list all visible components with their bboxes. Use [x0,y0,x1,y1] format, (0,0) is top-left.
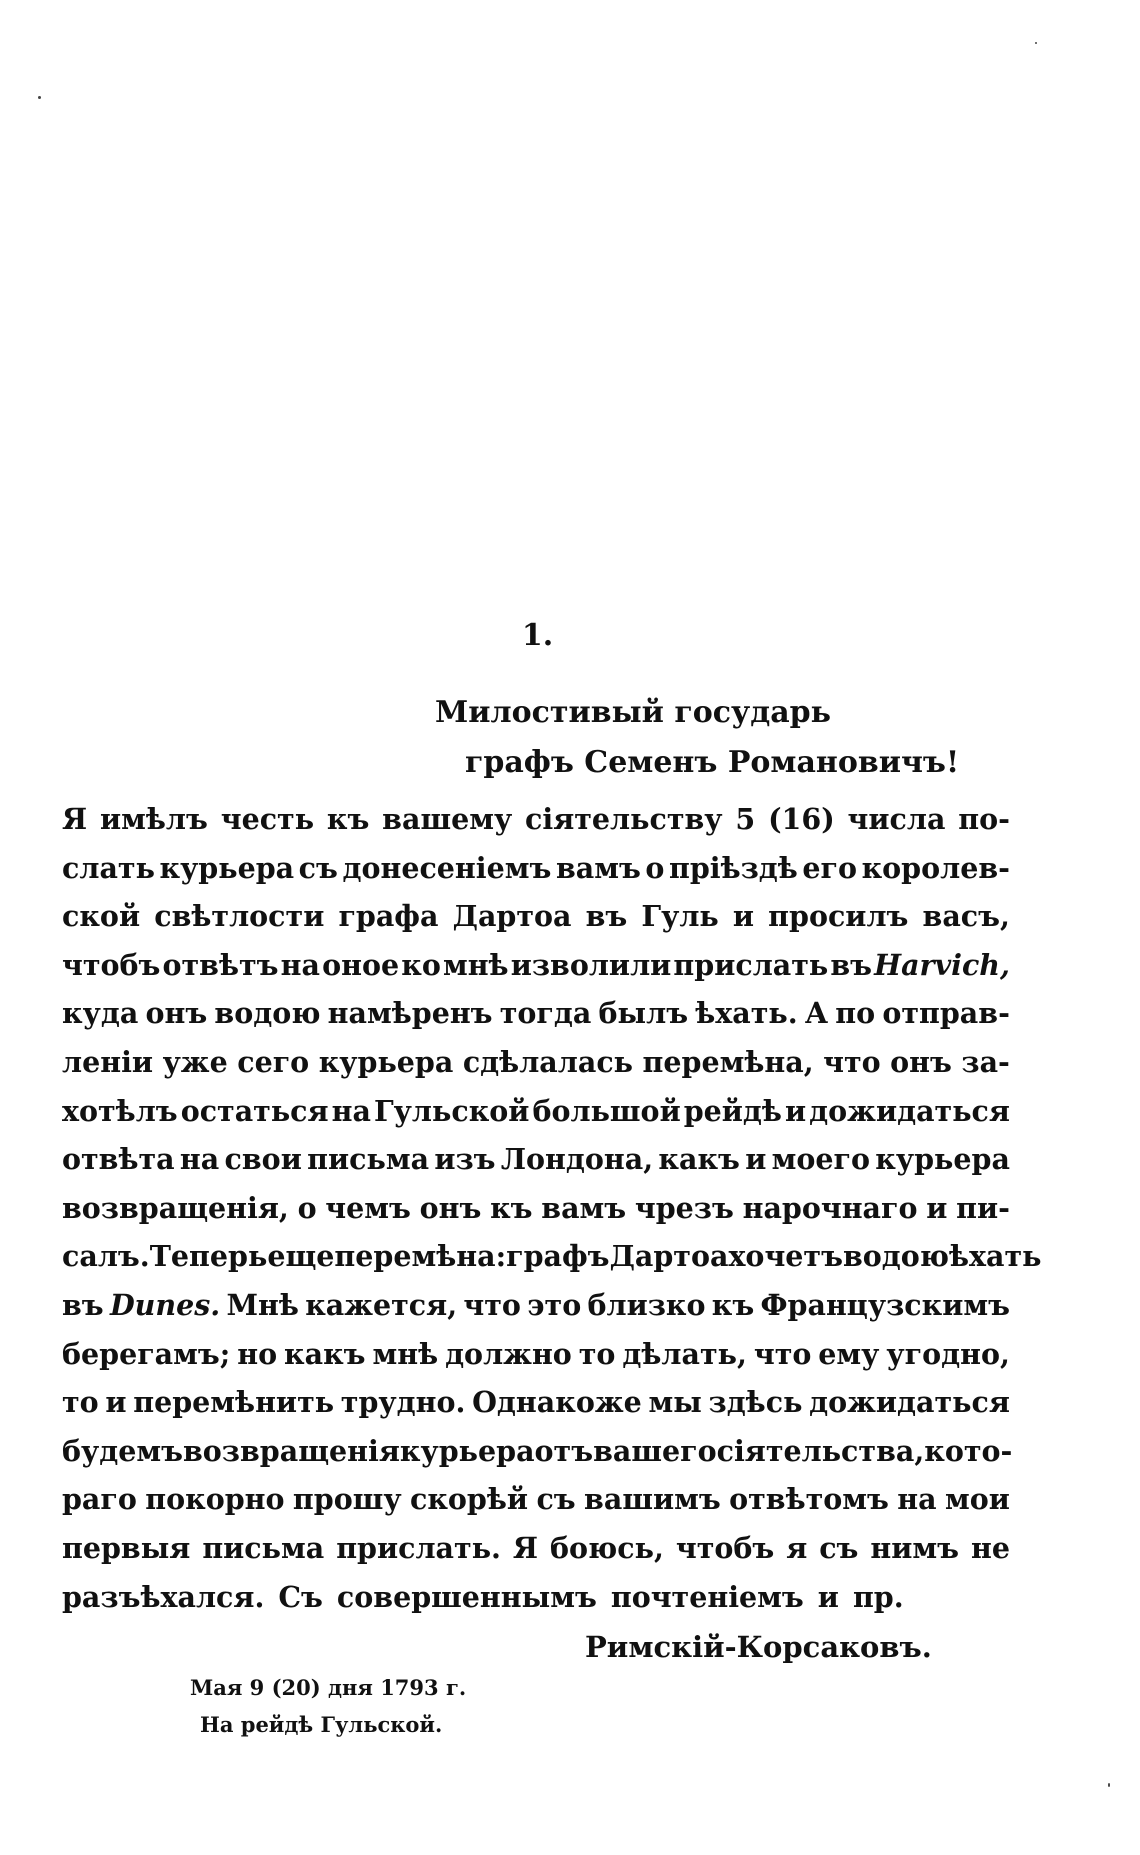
word: Съ [278,1579,323,1614]
word: скорѣй [409,1482,529,1517]
word: Я [62,802,88,836]
word: и [926,1190,948,1225]
word: нимъ [870,1530,959,1565]
date-line: Мая 9 (20) дня 1793 г. [190,1675,467,1700]
word: и [105,1385,127,1420]
word: изъ [434,1142,496,1177]
word: какъ [284,1336,366,1371]
word: курьера [399,1433,535,1468]
word: перемѣна: [334,1239,507,1274]
word: курьера [159,850,295,885]
word: мои [945,1482,1010,1517]
word: и [817,1579,839,1614]
place-line: На рейдѣ Гульской. [200,1712,443,1737]
word: письма [307,1142,430,1177]
word: здѣсь [708,1385,803,1420]
word: мнѣ [442,947,509,982]
word: возвращенія, [62,1190,289,1225]
text-line [62,1281,1010,1330]
word: большой [532,1093,681,1128]
word: это [527,1287,582,1322]
text-line [62,1524,1010,1573]
word: будемъ [62,1433,183,1468]
word: пи- [956,1190,1010,1225]
text-line [62,1330,1010,1379]
word: Однакоже [472,1385,642,1420]
word: но [237,1336,278,1371]
word: мы [648,1385,702,1420]
word: Дартоа [452,899,572,934]
word: былъ [598,996,689,1031]
word: къ [711,1287,755,1322]
word: хотѣлъ [62,1093,178,1128]
word: Dunes. [109,1287,221,1322]
word: водою [842,1239,949,1274]
word: дожидаться [809,1093,1010,1128]
word: тогда [499,996,592,1031]
word: Гуль [641,899,719,934]
word: чрезъ [634,1190,734,1225]
text-line [62,1573,1010,1622]
word: васъ, [922,899,1010,934]
word: возвращенія [183,1433,400,1468]
word: дѣлать, [622,1336,747,1371]
word: курьера [318,1044,454,1079]
word: что [823,1044,881,1079]
word: графа [338,899,439,934]
word: моего [771,1142,870,1177]
word: курьера [875,1142,1010,1177]
text-line [62,1135,1010,1184]
salutation-line-1: Милостивый государь [435,695,831,730]
word: числа [847,802,946,836]
word: 5 [735,802,756,836]
word: леніи [62,1044,154,1079]
word: (16) [768,802,835,836]
word: Французскимъ [760,1287,1010,1322]
text-line [62,989,1010,1038]
word: по [835,996,876,1031]
word: на [897,1482,937,1517]
word: первыя [62,1530,191,1565]
word: что [463,1287,521,1322]
word: на [179,1142,220,1177]
word: съ [819,1530,859,1565]
word: и [732,899,755,934]
word: пріѣздѣ [668,850,798,885]
word: берегамъ; [62,1336,231,1371]
word: чтобъ [675,1530,775,1565]
word: слать [62,850,155,885]
word: сего [237,1044,310,1079]
word: графъ [506,1239,610,1274]
word: куда [62,996,139,1031]
text-line [62,1232,1042,1281]
word: свои [224,1142,302,1177]
word: просилъ [768,899,909,934]
word: Лондона, [500,1142,654,1177]
word: еще [267,1239,335,1274]
word: вашему [382,802,513,836]
word: не [970,1530,1010,1565]
word: А [804,996,829,1031]
word: о [297,1190,317,1225]
text-line [62,892,1010,941]
word: вашимъ [584,1482,721,1517]
word: должно [445,1336,572,1371]
text-line [62,1427,1013,1476]
word: и [745,1142,767,1177]
word: чтобъ [62,947,161,982]
text-line [62,941,1010,990]
text-line [62,1184,1010,1233]
word: угодно, [886,1336,1010,1371]
word: вамъ [541,1190,627,1225]
word: кажется, [305,1287,458,1322]
page-speck [38,96,41,99]
word: остаться [180,1093,329,1128]
word: пр. [852,1579,904,1614]
word: въ [62,1287,104,1322]
word: совершеннымъ [336,1579,597,1614]
text-line [62,1475,1010,1524]
word: по- [958,802,1010,836]
word: изволили [510,947,672,982]
word: къ [326,802,370,836]
word: близко [587,1287,706,1322]
word: покорно [145,1482,285,1517]
word: Дартоа [609,1239,729,1274]
word: Я [512,1530,539,1565]
word: ко [401,947,441,982]
word: о [645,850,665,885]
word: на [280,947,320,982]
word: салъ.Теперь [62,1239,268,1274]
word: какъ [658,1142,740,1177]
word: сіятельству [525,802,723,836]
word: почтеніемъ [610,1579,804,1614]
word: сіятельства, [716,1433,925,1468]
word: донесеніемъ [342,850,552,885]
word: и [785,1093,807,1128]
letter-body [62,795,1042,1621]
letter-number: 1. [521,618,554,653]
word: рейдѣ [683,1093,782,1128]
word: кото- [924,1433,1013,1468]
word: онъ [145,996,208,1031]
word: отправ- [882,996,1010,1031]
text-line [62,795,1010,844]
word: хочетъ [728,1239,843,1274]
word: честь [220,802,315,836]
word: письма [202,1530,325,1565]
word: мнѣ [372,1336,439,1371]
text-line [62,1038,1010,1087]
word: ѣхать [949,1239,1042,1274]
page-speck [1108,1783,1110,1787]
word: вамъ [555,850,641,885]
word: въ [585,899,628,934]
word: Гульской [373,1093,530,1128]
word: отвѣтъ [162,947,279,982]
text-line [62,844,1010,893]
word: уже [162,1044,228,1079]
word: Harvich, [874,947,1010,982]
word: отвѣтомъ [729,1482,889,1517]
salutation-line-2: графъ Семенъ Романовичъ! [465,745,960,780]
word: онъ [890,1044,952,1079]
word: дожидаться [809,1385,1010,1420]
word: къ [490,1190,533,1225]
word: за- [961,1044,1010,1079]
word: перемѣна, [642,1044,814,1079]
word: что [753,1336,812,1371]
word: перемѣнить [133,1385,335,1420]
word: свѣтлости [154,899,325,934]
word: водою [214,996,321,1031]
word: съ [536,1482,576,1517]
word: раго [62,1482,137,1517]
word: королев- [861,850,1010,885]
word: въ [830,947,873,982]
word: то [62,1385,99,1420]
word: прошу [292,1482,402,1517]
text-line [62,1378,1010,1427]
word: съ [298,850,338,885]
word: трудно. [340,1385,466,1420]
word: я [786,1530,808,1565]
word: ему [818,1336,880,1371]
word: прислать [673,947,829,982]
word: намѣренъ [327,996,493,1031]
word: отъ [534,1433,594,1468]
word: нарочнаго [742,1190,918,1225]
page-speck [1035,42,1037,44]
word: отвѣта [62,1142,175,1177]
word: онъ [419,1190,482,1225]
word: боюсь, [550,1530,664,1565]
word: вашего [593,1433,717,1468]
text-line [62,1087,1010,1136]
word: сдѣлалась [462,1044,634,1079]
word: то [578,1336,616,1371]
signature: Римскій-Корсаковъ. [585,1630,932,1664]
word: чемъ [325,1190,411,1225]
word: разъѣхался. [62,1579,265,1614]
word: ѣхать. [695,996,798,1031]
word: имѣлъ [99,802,208,836]
word: его [802,850,858,885]
word: Мнѣ [226,1287,299,1322]
word: прислать. [336,1530,501,1565]
word: на [331,1093,371,1128]
word: ской [62,899,141,934]
word: оное [322,947,400,982]
